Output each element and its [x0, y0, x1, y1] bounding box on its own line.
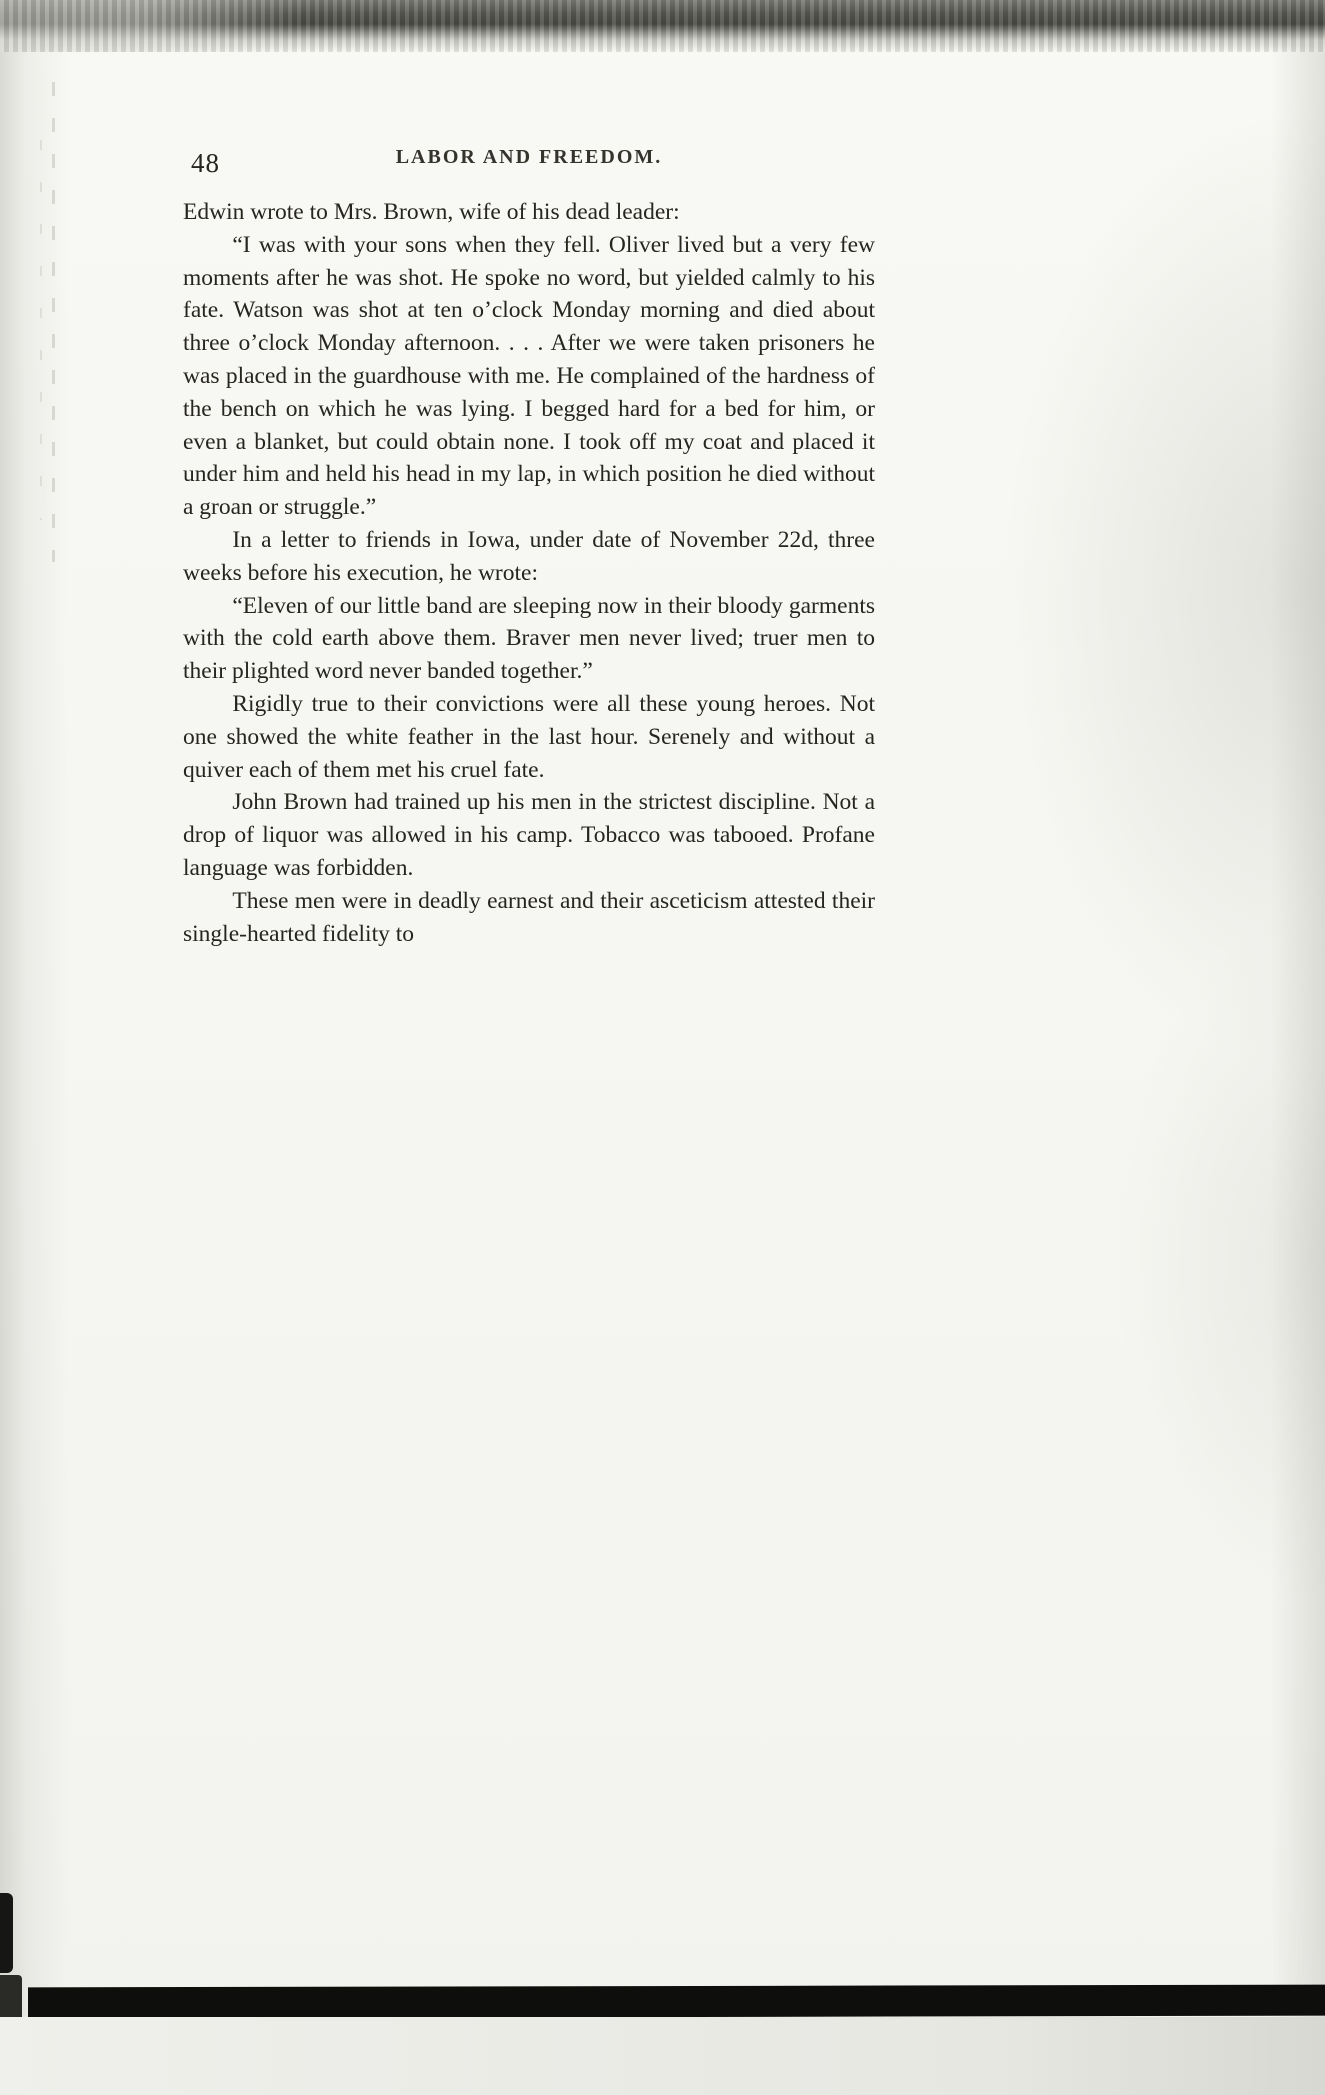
- body-paragraph: John Brown had trained up his men in the strictest discipline. Not a drop of liquor was allowed in his camp. Tobacco was tabooed. Profane language was forbidden.: [183, 789, 875, 881]
- body-paragraph: In a letter to friends in Iowa, under date of November 22d, three weeks before his execution, he wrote:: [183, 526, 875, 586]
- scan-edge-mark-artifact: [0, 1975, 22, 2021]
- scan-bottom-bar-artifact: [28, 1985, 1325, 2019]
- page-body: [183, 196, 875, 950]
- body-paragraph: “I was with your sons when they fell. Oliver lived but a very few moments after he was shot. He spoke no word, but yielded calmly to his fate. Watson was shot at ten o’clock Monday morning and died about three o’clock Monday afternoon. . . . After we were taken prisoners he was placed in the guardhouse with me. He complained of the hardness of the bench on which he was lying. I begged hard for a bed for him, or even a blanket, but could obtain none. I took off my coat and placed it under him and held his head in my lap, in which position he died without a groan or struggle.”: [183, 231, 875, 521]
- scan-bottom-shade-artifact: [0, 2017, 1325, 2095]
- scan-edge-mark-artifact: [0, 1893, 13, 1973]
- scan-streak-artifact: [40, 140, 42, 520]
- scan-streak-artifact: [52, 82, 55, 562]
- body-paragraph: “Eleven of our little band are sleeping now in their bloody garments with the cold earth above them. Braver men never lived; truer men to their plighted word never banded together.”: [183, 592, 875, 685]
- body-paragraph: Edwin wrote to Mrs. Brown, wife of his dead leader:: [183, 199, 680, 225]
- page-header: [183, 146, 875, 186]
- running-title: LABOR AND FREEDOM.: [395, 146, 663, 168]
- body-paragraph: These men were in deadly earnest and their asceticism attested their single-hearted fidelity to: [183, 887, 875, 947]
- body-paragraph: Rigidly true to their convictions were all these young heroes. Not one showed the white feather in the last hour. Serenely and without a quiver each of them met his cruel fate.: [183, 690, 875, 783]
- page-number: 48: [191, 148, 220, 178]
- scan-top-edge-artifact: [0, 0, 1325, 52]
